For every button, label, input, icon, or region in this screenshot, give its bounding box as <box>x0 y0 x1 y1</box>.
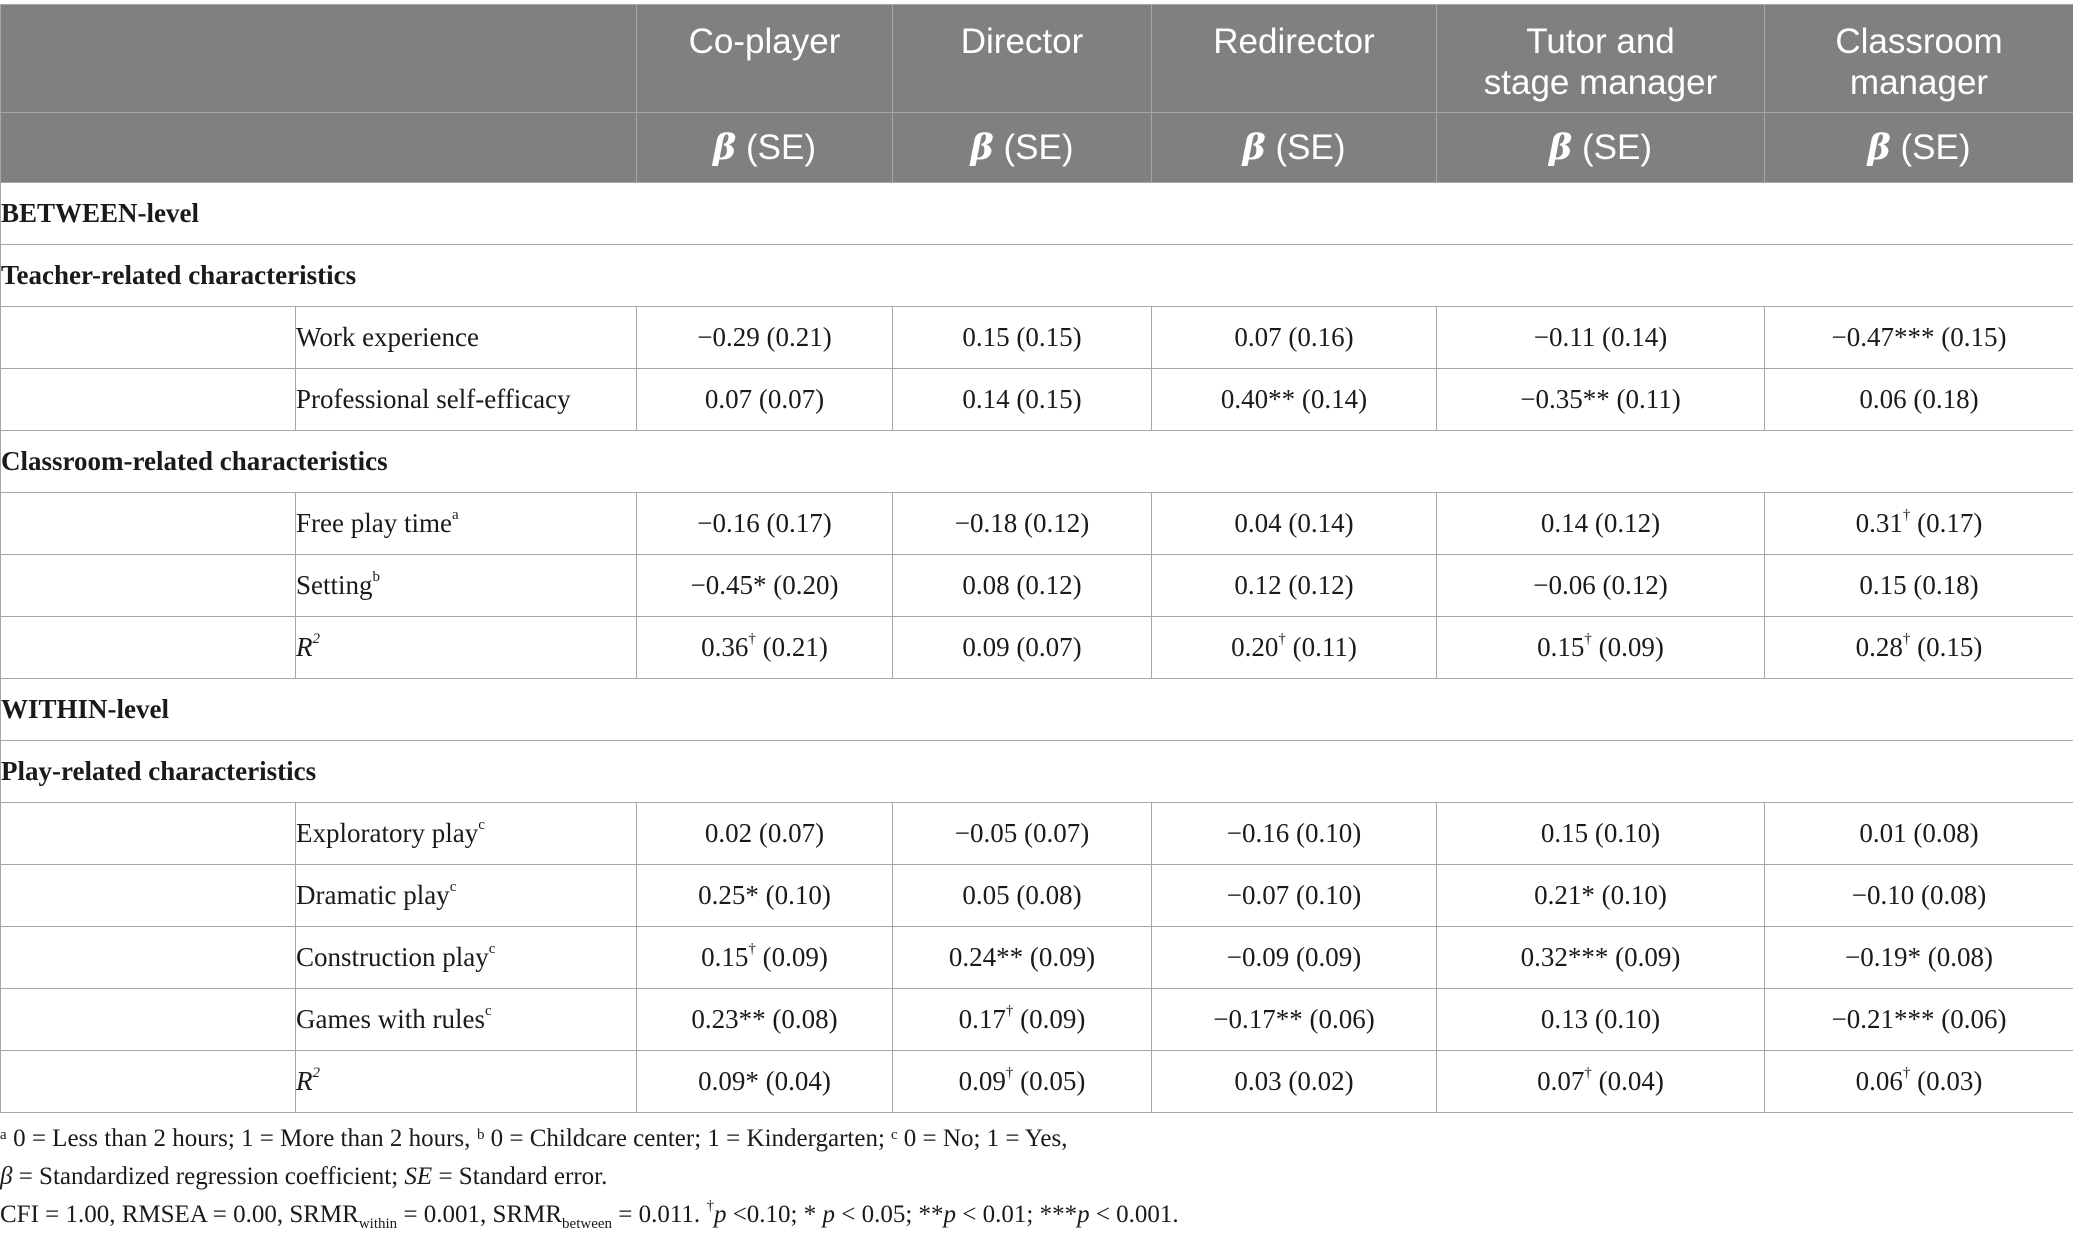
coefficient-cell: −0.05 (0.07) <box>893 803 1152 865</box>
row-label-superscript: a <box>451 507 459 523</box>
header-co-player <box>637 5 893 113</box>
coefficient-cell: 0.15 (0.15) <box>893 307 1152 369</box>
row-label <box>296 617 637 679</box>
dagger-mark: † <box>1584 1065 1592 1081</box>
coefficient-cell: 0.17† (0.09) <box>893 989 1152 1051</box>
beta-symbol: β <box>713 127 737 168</box>
beta-symbol: β <box>970 127 994 168</box>
row-label-superscript: 2 <box>312 631 320 647</box>
footnote-fit-indices: CFI = 1.00, RMSEA = 0.00, $SRMR_{within} = 0.001$, $SRMR_{between} = 0.011$. †p <0.10; * p < 0.05; **p < 0.01; ***p < 0.001. <box>0 1197 1179 1232</box>
row-label-superscript: c <box>449 879 457 895</box>
se-label: (SE) <box>1265 128 1346 167</box>
row-label-superscript: c <box>478 817 485 833</box>
row-label-text: Work experience <box>296 322 479 352</box>
dagger-mark: † <box>1584 631 1592 647</box>
indent-cell <box>1 617 296 679</box>
indent-cell <box>1 803 296 865</box>
coefficient-cell: 0.28† (0.15) <box>1765 617 2073 679</box>
footnote-beta-symbol: β <box>0 1163 13 1190</box>
coefficient-cell: −0.18 (0.12) <box>893 493 1152 555</box>
row-label-text: Construction play <box>296 942 489 972</box>
table-row <box>1 307 2073 369</box>
coefficient-cell: −0.06 (0.12) <box>1437 555 1765 617</box>
header-beta-se <box>1152 113 1437 183</box>
se-label: (SE) <box>993 128 1074 167</box>
row-label-superscript: c <box>484 1003 492 1019</box>
coefficient-cell: −0.07 (0.10) <box>1152 865 1437 927</box>
coefficient-cell: 0.14 (0.12) <box>1437 493 1765 555</box>
p-symbol: p <box>943 1201 957 1228</box>
coefficient-cell: −0.11 (0.14) <box>1437 307 1765 369</box>
coefficient-cell: 0.07 (0.16) <box>1152 307 1437 369</box>
coefficient-cell: 0.14 (0.15) <box>893 369 1152 431</box>
coefficient-cell: 0.07† (0.04) <box>1437 1051 1765 1113</box>
coefficient-cell: 0.04 (0.14) <box>1152 493 1437 555</box>
table-row <box>1 803 2073 865</box>
header-label-line: Classroom <box>1835 22 2003 61</box>
coefficient-cell: 0.09 (0.07) <box>893 617 1152 679</box>
dagger-mark: † <box>1902 507 1911 523</box>
coefficient-cell: −0.19* (0.08) <box>1765 927 2073 989</box>
coefficient-cell: 0.13 (0.10) <box>1437 989 1765 1051</box>
header-beta-se <box>893 113 1152 183</box>
beta-symbol: β <box>1549 127 1573 168</box>
header-classroom-manager <box>1765 5 2073 113</box>
indent-cell <box>1 989 296 1051</box>
header-label-line: Redirector <box>1213 22 1375 61</box>
beta-symbol: β <box>1242 127 1266 168</box>
row-label-superscript: c <box>488 941 496 957</box>
dagger-mark: † <box>1005 1065 1014 1081</box>
coefficient-cell: 0.15 (0.10) <box>1437 803 1765 865</box>
row-label <box>296 927 637 989</box>
row-label <box>296 1051 637 1113</box>
row-label <box>296 369 637 431</box>
header-label-line: Co-player <box>688 22 841 61</box>
coefficient-cell: 0.15 (0.18) <box>1765 555 2073 617</box>
header-beta-se <box>637 113 893 183</box>
table-row <box>1 1051 2073 1113</box>
se-label: (SE) <box>736 128 816 167</box>
section-row <box>1 679 2073 741</box>
indent-cell <box>1 493 296 555</box>
footnote-codes: ᵃ 0 = Less than 2 hours; 1 = More than 2 hours, ᵇ 0 = Childcare center; 1 = Kindergarten; ᶜ 0 = No; 1 = Yes, <box>0 1125 1068 1152</box>
se-label: (SE) <box>1572 128 1652 167</box>
coefficient-cell: 0.24** (0.09) <box>893 927 1152 989</box>
coefficient-cell: 0.15† (0.09) <box>637 927 893 989</box>
section-play-characteristics: Play-related characteristics <box>1 741 2073 803</box>
header-row-stats <box>1 113 2073 183</box>
p-symbol: p <box>1077 1201 1090 1228</box>
indent-cell <box>1 1051 296 1113</box>
footnote-line-2 <box>0 1158 1179 1196</box>
section-between-level: BETWEEN-level <box>1 183 2073 245</box>
dagger-mark: † <box>1278 631 1286 647</box>
coefficient-cell: 0.06† (0.03) <box>1765 1051 2073 1113</box>
p-symbol: p <box>713 1201 727 1228</box>
table-row <box>1 989 2073 1051</box>
dagger-mark: † <box>748 941 756 957</box>
coefficient-cell: 0.36† (0.21) <box>637 617 893 679</box>
row-label-text: R <box>296 1066 313 1096</box>
header-redirector <box>1152 5 1437 113</box>
coefficient-cell: 0.21* (0.10) <box>1437 865 1765 927</box>
section-row <box>1 431 2073 493</box>
footnote-se-symbol: SE <box>404 1163 433 1190</box>
header-tutor-stage-manager <box>1437 5 1765 113</box>
coefficient-cell: −0.47*** (0.15) <box>1765 307 2073 369</box>
header-row-roles <box>1 5 2073 113</box>
se-label: (SE) <box>1890 128 1971 167</box>
table-row <box>1 865 2073 927</box>
coefficient-cell: 0.06 (0.18) <box>1765 369 2073 431</box>
section-row <box>1 741 2073 803</box>
coefficient-cell: 0.07 (0.07) <box>637 369 893 431</box>
footnote-se-definition: = Standard error. <box>432 1163 608 1190</box>
footnote-line-1 <box>0 1120 1179 1158</box>
subscript: within <box>358 1216 398 1232</box>
row-label-superscript: b <box>372 569 381 585</box>
coefficient-cell: 0.09* (0.04) <box>637 1051 893 1113</box>
row-label <box>296 555 637 617</box>
table-row <box>1 927 2073 989</box>
coefficient-cell: 0.40** (0.14) <box>1152 369 1437 431</box>
dagger-mark: † <box>748 631 756 647</box>
dagger-mark: † <box>1005 1003 1014 1019</box>
row-label-text: Exploratory play <box>296 818 479 848</box>
row-label-text: Professional self-efficacy <box>296 384 571 414</box>
p-symbol: p <box>822 1201 835 1228</box>
coefficient-cell: 0.12 (0.12) <box>1152 555 1437 617</box>
coefficient-cell: −0.45* (0.20) <box>637 555 893 617</box>
table-row <box>1 493 2073 555</box>
coefficient-cell: 0.03 (0.02) <box>1152 1051 1437 1113</box>
section-row <box>1 183 2073 245</box>
row-label-text: Setting <box>296 570 373 600</box>
table-footnotes <box>0 1120 1179 1234</box>
row-label <box>296 307 637 369</box>
footnote-beta-definition: = Standardized regression coefficient; <box>12 1163 405 1190</box>
coefficient-cell: 0.20† (0.11) <box>1152 617 1437 679</box>
dagger-mark: † <box>1902 1065 1911 1081</box>
coefficient-cell: 0.23** (0.08) <box>637 989 893 1051</box>
table-header <box>1 5 2073 183</box>
header-beta-se <box>1765 113 2073 183</box>
coefficient-cell: 0.01 (0.08) <box>1765 803 2073 865</box>
header-label-line: stage manager <box>1483 63 1718 102</box>
coefficient-cell: −0.35** (0.11) <box>1437 369 1765 431</box>
header-director <box>893 5 1152 113</box>
coefficient-cell: −0.16 (0.17) <box>637 493 893 555</box>
coefficient-cell: 0.25* (0.10) <box>637 865 893 927</box>
header-beta-se <box>1437 113 1765 183</box>
row-label <box>296 493 637 555</box>
footnote-line-3 <box>0 1196 1179 1234</box>
indent-cell <box>1 927 296 989</box>
coefficient-cell: −0.09 (0.09) <box>1152 927 1437 989</box>
header-label-line: manager <box>1849 63 1989 102</box>
beta-symbol: β <box>1867 127 1891 168</box>
coefficient-cell: 0.31† (0.17) <box>1765 493 2073 555</box>
results-table <box>0 4 2073 1113</box>
section-within-level: WITHIN-level <box>1 679 2073 741</box>
header-label-line: Director <box>960 22 1084 61</box>
indent-cell <box>1 555 296 617</box>
section-row <box>1 245 2073 307</box>
coefficient-cell: 0.15† (0.09) <box>1437 617 1765 679</box>
section-teacher-characteristics: Teacher-related characteristics <box>1 245 2073 307</box>
row-label <box>296 865 637 927</box>
subscript: between <box>562 1216 613 1232</box>
section-classroom-characteristics: Classroom-related characteristics <box>1 431 2073 493</box>
coefficient-cell: 0.08 (0.12) <box>893 555 1152 617</box>
indent-cell <box>1 865 296 927</box>
coefficient-cell: 0.32*** (0.09) <box>1437 927 1765 989</box>
row-label-superscript: 2 <box>312 1065 320 1081</box>
coefficient-cell: −0.10 (0.08) <box>1765 865 2073 927</box>
header-blank <box>1 5 637 113</box>
coefficient-cell: −0.16 (0.10) <box>1152 803 1437 865</box>
row-label-text: Games with rules <box>296 1004 485 1034</box>
coefficient-cell: 0.05 (0.08) <box>893 865 1152 927</box>
coefficient-cell: −0.17** (0.06) <box>1152 989 1437 1051</box>
row-label <box>296 989 637 1051</box>
row-label-text: Free play time <box>296 508 452 538</box>
dagger-mark: † <box>1902 631 1911 647</box>
coefficient-cell: 0.09† (0.05) <box>893 1051 1152 1113</box>
coefficient-cell: −0.29 (0.21) <box>637 307 893 369</box>
coefficient-cell: −0.21*** (0.06) <box>1765 989 2073 1051</box>
row-label-text: Dramatic play <box>296 880 450 910</box>
table-row <box>1 369 2073 431</box>
indent-cell <box>1 307 296 369</box>
dagger-mark: † <box>706 1197 714 1214</box>
row-label-text: R <box>296 632 313 662</box>
table-row <box>1 555 2073 617</box>
row-label <box>296 803 637 865</box>
header-blank-2 <box>1 113 637 183</box>
table-row <box>1 617 2073 679</box>
coefficient-cell: 0.02 (0.07) <box>637 803 893 865</box>
indent-cell <box>1 369 296 431</box>
header-label-line: Tutor and <box>1526 22 1675 61</box>
